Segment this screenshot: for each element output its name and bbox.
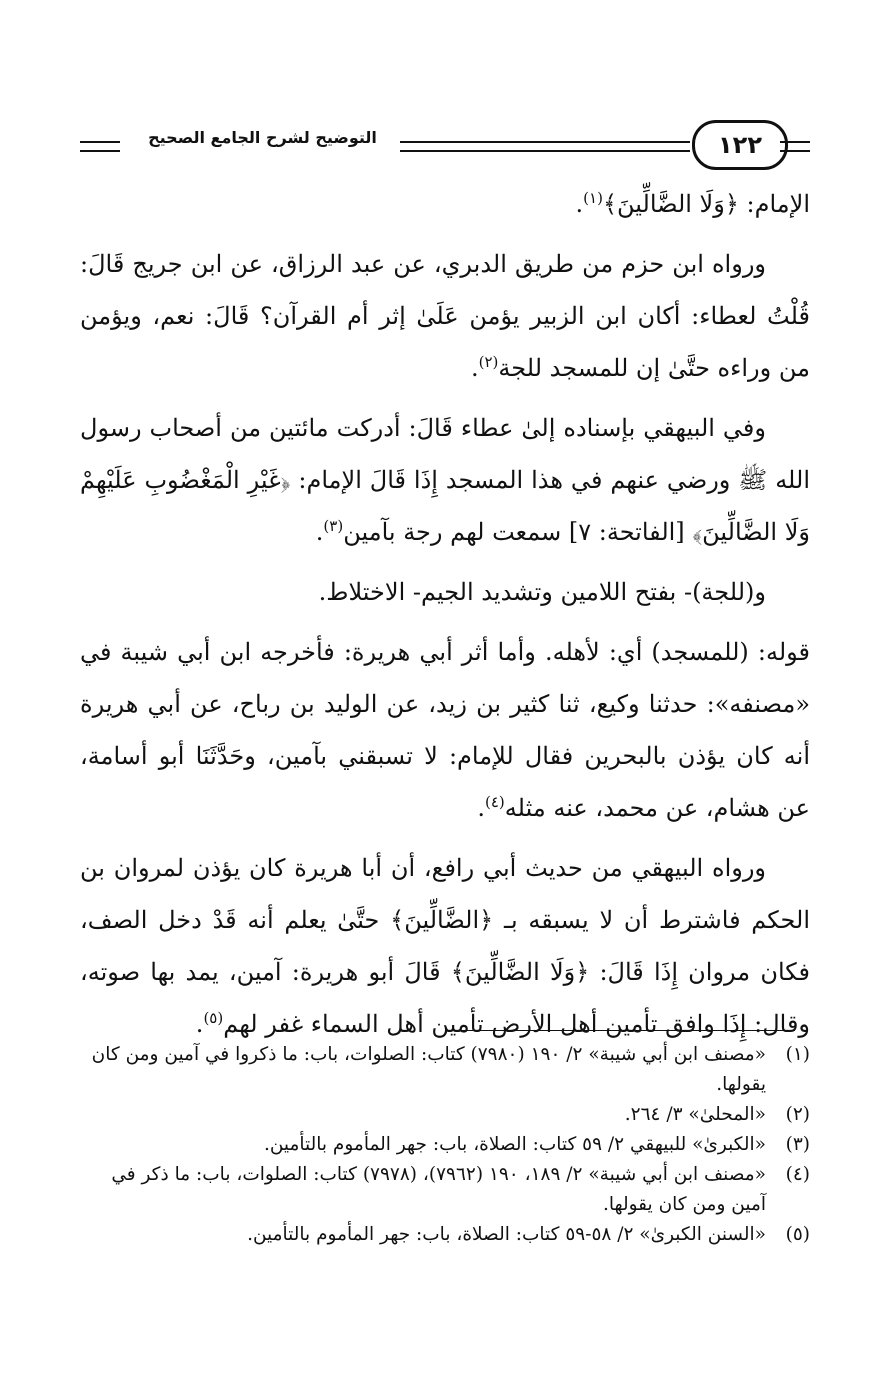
header-rule-left [80,141,120,152]
footnote [80,1100,810,1130]
paragraph: ورواه البيهقي من حديث أبي رافع، أن أبا هريرة كان يؤذن لمروان بن الحكم فاشترط أن لا يسبقه بـ ﴿الضَّالِّينَ﴾ حتَّىٰ يعلم أنه قَدْ دخل الصف، فكان مروان إِذَا قَالَ: ﴿وَلَا الضَّالِّينَ﴾ قَالَ أبو هريرة: آمين، يمد بها صوته، وقال: إِذَا وافق تأمين أهل الأرض تأمين أهل السماء غفر لهم$^{(٥)}$. [80,854,810,1038]
footnote-ref: (٥) [203,1009,224,1027]
footnote-text: «المحلىٰ» ٣/ ٢٦٤. [624,1104,766,1125]
paragraph: و(للجة)- بفتح اللامين وتشديد الجيم- الاختلاط. [318,578,766,606]
footnote-ref: (١) [583,189,603,207]
footnote [80,1160,810,1220]
footnote-number: (٢) [785,1104,810,1125]
footnote-ref: (٢) [478,353,499,371]
footnote-text: «مصنف ابن أبي شيبة» ٢/ ١٨٩، ١٩٠ (٧٩٦٢)، (٧٩٧٨) كتاب: الصلوات، باب: ما ذكر في آمين ومن كان يقولها. [111,1164,766,1215]
paragraph: وفي البيهقي بإسناده إلىٰ عطاء قَالَ: أدركت مائتين من أصحاب رسول الله ﷺ ورضي عنهم في هذا المسجد إِذَا قَالَ الإمام: ﴿غَيْرِ الْمَغْضُوبِ عَلَيْهِمْ وَلَا الضَّالِّينَ﴾ [الفاتحة: ٧] سمعت لهم رجة بآمين$^{(٣)}$. [80,414,810,546]
footnote [80,1130,810,1160]
footnote-number: (٥) [785,1224,810,1245]
footnote [80,1040,810,1100]
footnote-number: (٤) [785,1164,810,1185]
footnote-ref: (٣) [323,517,344,535]
header-rule-middle [400,141,690,152]
footnote-text: «السنن الكبرىٰ» ٢/ ٥٨-٥٩ كتاب: الصلاة، باب: جهر المأموم بالتأمين. [247,1224,766,1245]
footnote-text: «مصنف ابن أبي شيبة» ٢/ ١٩٠ (٧٩٨٠) كتاب: الصلوات، باب: ما ذكروا في آمين ومن كان يقولها. [91,1044,766,1095]
footnote-number: (١) [785,1044,810,1065]
footnotes [80,1040,810,1250]
main-text [80,178,810,1058]
footnote-ref: (٤) [485,793,505,811]
paragraph: قوله: (للمسجد) أي: لأهله. وأما أثر أبي هريرة: فأخرجه ابن أبي شيبة في «مصنفه»: حدثنا وكيع، ثنا كثير بن زيد، عن الوليد بن رباح، عن أبي هريرة أنه كان يؤذن بالبحرين فقال للإمام: لا تسبقني بآمين، وحَدَّثَنَا أبو أسامة، عن هشام، عن محمد، عنه مثله$^{(٤)}$. [80,638,810,822]
footnote-text: «الكبرىٰ» للبيهقي ٢/ ٥٩ كتاب: الصلاة، باب: جهر المأموم بالتأمين. [263,1134,766,1155]
footnote-separator [450,1030,795,1031]
page-header [80,120,810,172]
footnote [80,1220,810,1250]
header-rule-right [780,141,810,152]
paragraph: ورواه ابن حزم من طريق الدبري، عن عبد الرزاق، عن ابن جريج قَالَ: قُلْتُ لعطاء: أكان ابن الزبير يؤمن عَلَىٰ إثر أم القرآن؟ قَالَ: نعم، ويؤمن من وراءه حتَّىٰ إن للمسجد للجة$^{(٢)}$. [80,250,810,382]
footnote-number: (٣) [785,1134,810,1155]
paragraph: الإمام: ﴿وَلَا الضَّالِّينَ﴾$^{(١)}$. [575,189,810,218]
running-title: التوضيح لشرح الجامع الصحيح [148,128,377,147]
page-number: ١٢٢ [692,120,788,170]
